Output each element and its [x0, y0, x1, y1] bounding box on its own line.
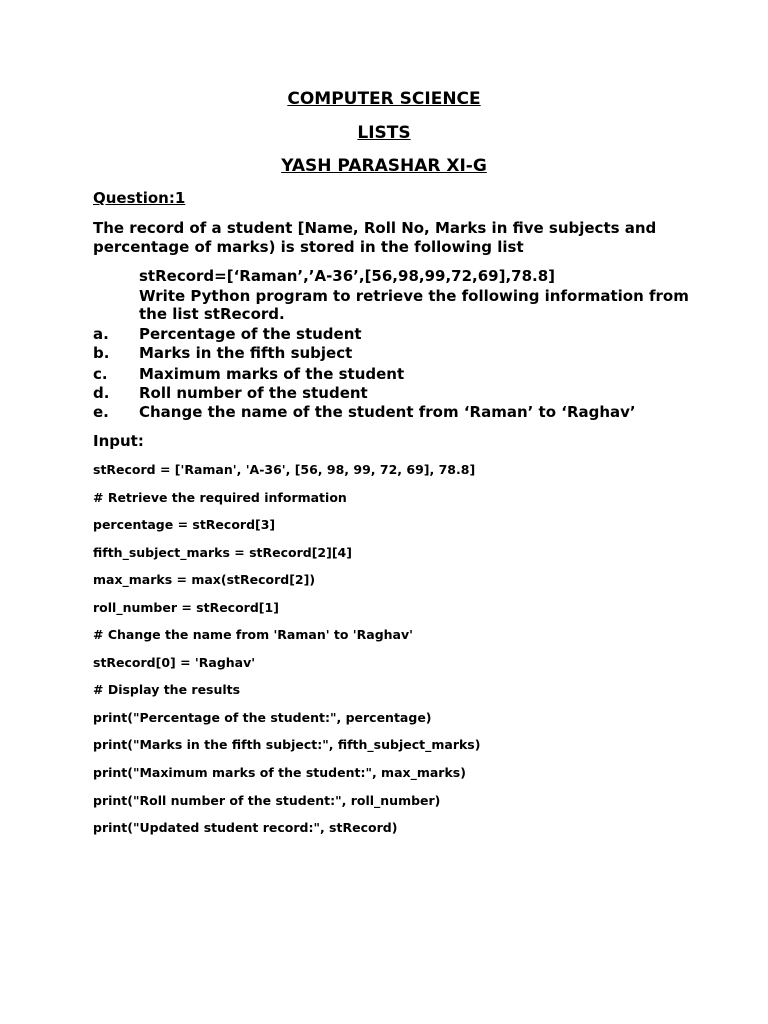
record-definition: stRecord=[‘Raman’,’A-36’,[56,98,99,72,69],78.8] [139, 267, 556, 285]
code-line: print("Updated student record:", stRecord) [93, 820, 398, 835]
code-line: # Change the name from 'Raman' to 'Raghav' [93, 627, 413, 642]
code-line: # Display the results [93, 682, 241, 697]
code-line: stRecord = ['Raman', 'A-36', [56, 98, 99, 72, 69], 78.8] [93, 462, 476, 477]
list-item-text: Roll number of the student [139, 384, 368, 402]
list-item-text: Change the name of the student from ‘Raman’ to ‘Raghav’ [139, 403, 636, 421]
list-item-letter: b. [93, 344, 110, 362]
code-line: print("Maximum marks of the student:", max_marks) [93, 765, 466, 780]
list-item-letter: a. [93, 325, 109, 343]
code-line: stRecord[0] = 'Raghav' [93, 655, 256, 670]
question-intro-line-1: The record of a student [Name, Roll No, Marks in five subjects and [93, 219, 657, 237]
question-heading: Question:1 [93, 189, 186, 207]
list-item-letter: c. [93, 365, 108, 383]
list-item-letter: e. [93, 403, 109, 421]
input-heading: Input: [93, 432, 144, 450]
code-line: fifth_subject_marks = stRecord[2][4] [93, 545, 352, 560]
instruction-line-2: the list stRecord. [139, 305, 285, 323]
code-line: print("Marks in the fifth subject:", fifth_subject_marks) [93, 737, 481, 752]
list-item-text: Percentage of the student [139, 325, 362, 343]
subject-title: COMPUTER SCIENCE [287, 89, 481, 109]
topic-title: LISTS [357, 123, 411, 143]
code-line: # Retrieve the required information [93, 490, 347, 505]
list-item-text: Marks in the fifth subject [139, 344, 353, 362]
student-title: YASH PARASHAR XI-G [281, 156, 487, 176]
code-line: roll_number = stRecord[1] [93, 600, 279, 615]
instruction-line-1: Write Python program to retrieve the following information from [139, 287, 689, 305]
code-line: print("Roll number of the student:", roll_number) [93, 793, 441, 808]
list-item-letter: d. [93, 384, 110, 402]
code-line: percentage = stRecord[3] [93, 517, 276, 532]
code-line: print("Percentage of the student:", percentage) [93, 710, 432, 725]
code-line: max_marks = max(stRecord[2]) [93, 572, 316, 587]
question-intro-line-2: percentage of marks) is stored in the following list [93, 238, 524, 256]
list-item-text: Maximum marks of the student [139, 365, 405, 383]
